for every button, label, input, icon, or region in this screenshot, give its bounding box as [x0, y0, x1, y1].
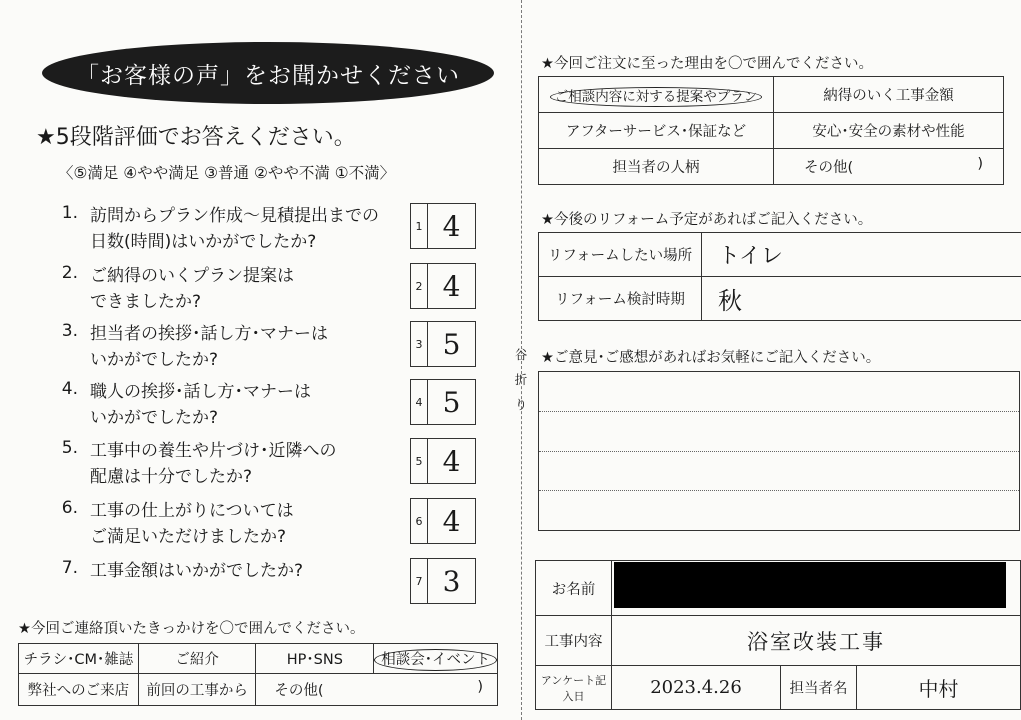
- rating-answer: 4: [442, 444, 461, 478]
- option-hp-sns[interactable]: HP･SNS: [256, 644, 374, 674]
- time-value[interactable]: 秋: [702, 277, 1021, 321]
- option-referral[interactable]: ご紹介: [138, 644, 256, 674]
- work-label: 工事内容: [536, 616, 612, 666]
- reason-title: ★今回ご注文に至った理由を〇で囲んでください。: [541, 56, 873, 72]
- reason-other[interactable]: その他( ): [774, 149, 1004, 185]
- option-previous[interactable]: 前回の工事から: [138, 674, 256, 706]
- rating-box-2[interactable]: 2 4: [410, 263, 476, 309]
- comments-title: ★ご意見･ご感想があればお気軽にご記入ください。: [541, 350, 881, 366]
- fold-label: 谷 折 り: [514, 347, 528, 412]
- contact-title: ★今回ご連絡頂いたきっかけを〇で囲んでください。: [18, 621, 365, 637]
- reason-table: [538, 76, 1004, 185]
- survey-banner: 「お客様の声」をお聞かせください: [42, 42, 494, 104]
- place-value[interactable]: トイレ: [702, 233, 1021, 277]
- future-title: ★今後のリフォーム予定があればご記入ください。: [541, 212, 873, 228]
- rating-box-1[interactable]: 1 4: [410, 203, 476, 249]
- rating-answer: 5: [442, 385, 461, 419]
- name-redaction: [614, 562, 1006, 608]
- date-value[interactable]: 2023.4.26: [612, 666, 781, 710]
- selected-circle: 相談会･イベント: [374, 649, 497, 671]
- comments-box[interactable]: [538, 371, 1020, 531]
- rating-answer: 4: [442, 269, 461, 303]
- place-label: リフォームしたい場所: [539, 233, 702, 277]
- rating-answer: 4: [442, 209, 461, 243]
- staff-label: 担当者名: [781, 666, 857, 710]
- contact-table: [18, 643, 498, 706]
- selected-circle: ご相談内容に対する提案やプラン: [550, 87, 763, 107]
- reason-staff[interactable]: 担当者の人柄: [539, 149, 774, 185]
- time-label: リフォーム検討時期: [539, 277, 702, 321]
- option-visit[interactable]: 弊社へのご来店: [19, 674, 139, 706]
- rating-box-5[interactable]: 5 4: [410, 438, 476, 484]
- reason-after-service[interactable]: アフターサービス･保証など: [539, 113, 774, 149]
- rating-answer: 5: [442, 327, 461, 361]
- reason-price[interactable]: 納得のいく工事金額: [774, 77, 1004, 113]
- rating-heading: ★5段階評価でお答えください。: [36, 125, 356, 150]
- rating-box-7[interactable]: 7 3: [410, 558, 476, 604]
- reason-proposal[interactable]: [539, 77, 774, 113]
- rating-box-3[interactable]: 3 5: [410, 321, 476, 367]
- work-value[interactable]: 浴室改装工事: [612, 616, 1021, 666]
- date-label: アンケート記入日: [536, 666, 612, 710]
- name-label: お名前: [536, 561, 612, 616]
- rating-box-4[interactable]: 4 5: [410, 379, 476, 425]
- rating-answer: 4: [442, 504, 461, 538]
- option-other[interactable]: その他( ): [256, 674, 498, 706]
- option-flyer[interactable]: チラシ･CM･雑誌: [19, 644, 139, 674]
- future-table: [538, 232, 1021, 321]
- rating-scale: 〈⑤満足 ④やや満足 ③普通 ②やや不満 ①不満〉: [58, 164, 396, 182]
- option-event[interactable]: [374, 644, 498, 674]
- rating-answer: 3: [442, 564, 461, 598]
- reason-safety[interactable]: 安心･安全の素材や性能: [774, 113, 1004, 149]
- staff-value[interactable]: 中村: [857, 666, 1021, 710]
- rating-box-6[interactable]: 6 4: [410, 498, 476, 544]
